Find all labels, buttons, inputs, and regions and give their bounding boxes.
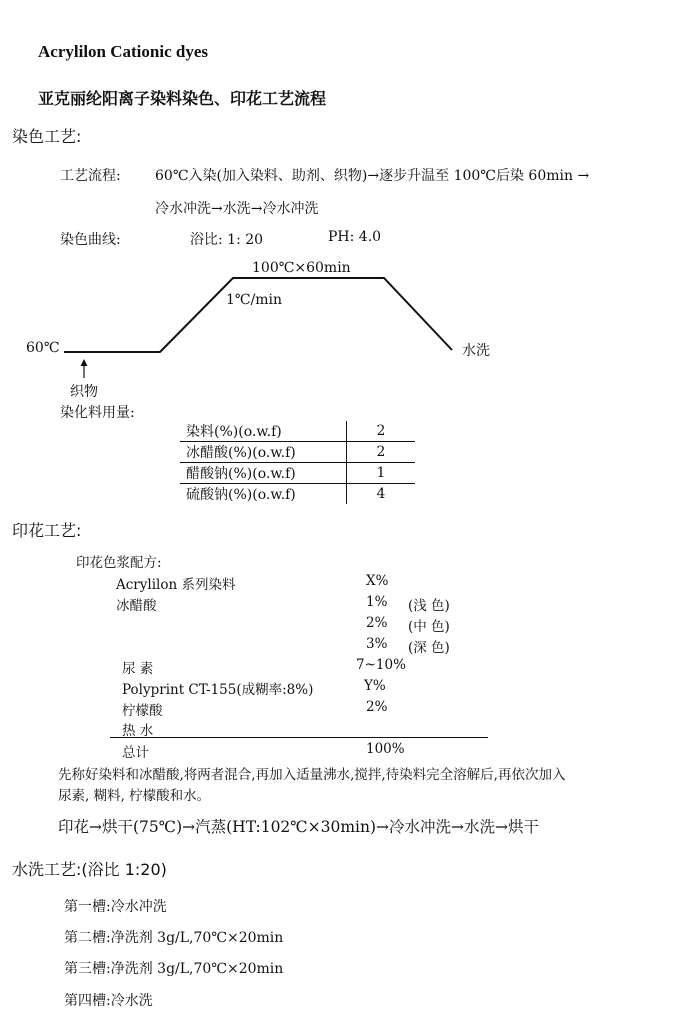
recipe-item-note: (浅 色) [408,598,450,614]
curve-start-label: 60℃ [26,340,60,356]
printing-note-line-1: 先称好染料和冰醋酸,将两者混合,再加入适量沸水,搅拌,待染料完全溶解后,再依次加入 [58,767,566,783]
recipe-item-amount: 2% [366,699,388,715]
fabric-arrow-head [81,359,88,366]
table-row [180,463,415,484]
dyeing-heading: 染色工艺: [12,127,82,146]
total-amount: 100% [366,741,405,757]
title-english: Acrylilon Cationic dyes [38,42,208,61]
recipe-item-note: (中 色) [408,619,450,635]
recipe-item-amount: 1% [366,594,388,610]
recipe-item-amount: 7~10% [356,657,406,673]
washing-step-2: 第二槽:净洗剂 3g/L,70℃×20min [64,930,284,946]
chem-heading: 染化料用量: [60,405,135,421]
total-divider [110,737,488,738]
recipe-item-name: 尿 素 [122,661,154,677]
printing-note-line-2: 尿素, 糊料, 柠檬酸和水。 [58,788,211,804]
process-line-2: 冷水冲洗→水洗→冷水冲洗 [155,201,319,217]
table-cell-name: 醋酸钠(%)(o.w.f) [186,466,296,482]
ph-value: PH: 4.0 [328,229,382,245]
table-row [180,442,415,463]
table-cell-value: 4 [347,484,416,505]
curve-top-label: 100℃×60min [252,260,351,276]
curve-fabric-label: 织物 [70,384,98,400]
curve-label: 染色曲线: [60,232,121,248]
washing-step-3: 第三槽:净洗剂 3g/L,70℃×20min [64,961,284,977]
bath-ratio: 浴比: 1: 20 [190,232,264,248]
recipe-item-amount: X% [366,573,389,589]
washing-step-4: 第四槽:冷水洗 [64,993,153,1009]
recipe-item-name: 热 水 [122,723,154,739]
table-cell-name: 冰醋酸(%)(o.w.f) [186,445,296,461]
washing-heading: 水洗工艺:(浴比 1:20) [12,860,167,879]
process-line-1: 60℃入染(加入染料、助剂、织物)→逐步升温至 100℃后染 60min → [155,168,590,184]
curve-rate-label: 1℃/min [226,292,283,308]
printing-flow: 印花→烘干(75℃)→汽蒸(HT:102℃×30min)→冷水冲洗→水洗→烘干 [58,818,539,836]
recipe-item-name: Polyprint CT-155(成糊率:8%) [122,682,314,698]
washing-step-1: 第一槽:冷水冲洗 [64,899,167,915]
table-cell-value: 2 [347,421,416,442]
recipe-item-amount: 2% [366,615,388,631]
recipe-item-note: (深 色) [408,640,450,656]
dye-recipe-table [180,421,415,504]
title-chinese: 亚克丽纶阳离子染料染色、印花工艺流程 [38,89,327,108]
printing-heading: 印花工艺: [12,521,82,540]
table-cell-value: 2 [347,442,416,463]
total-label: 总计 [122,745,149,761]
table-row [180,484,415,505]
table-row [180,421,415,442]
recipe-item-name: Acrylilon 系列染料 [116,577,236,593]
recipe-item-amount: 3% [366,636,388,652]
curve-end-label: 水洗 [462,343,490,359]
recipe-item-amount: Y% [364,678,386,694]
table-cell-value: 1 [347,463,416,484]
temperature-curve-line [64,278,452,352]
table-cell-name: 染料(%)(o.w.f) [186,424,282,440]
recipe-item-name: 冰醋酸 [116,598,157,614]
process-label: 工艺流程: [60,168,121,184]
dyeing-curve [0,0,700,420]
paste-heading: 印花色浆配方: [76,555,162,571]
table-cell-name: 硫酸钠(%)(o.w.f) [186,487,296,503]
recipe-item-name: 柠檬酸 [122,703,163,719]
